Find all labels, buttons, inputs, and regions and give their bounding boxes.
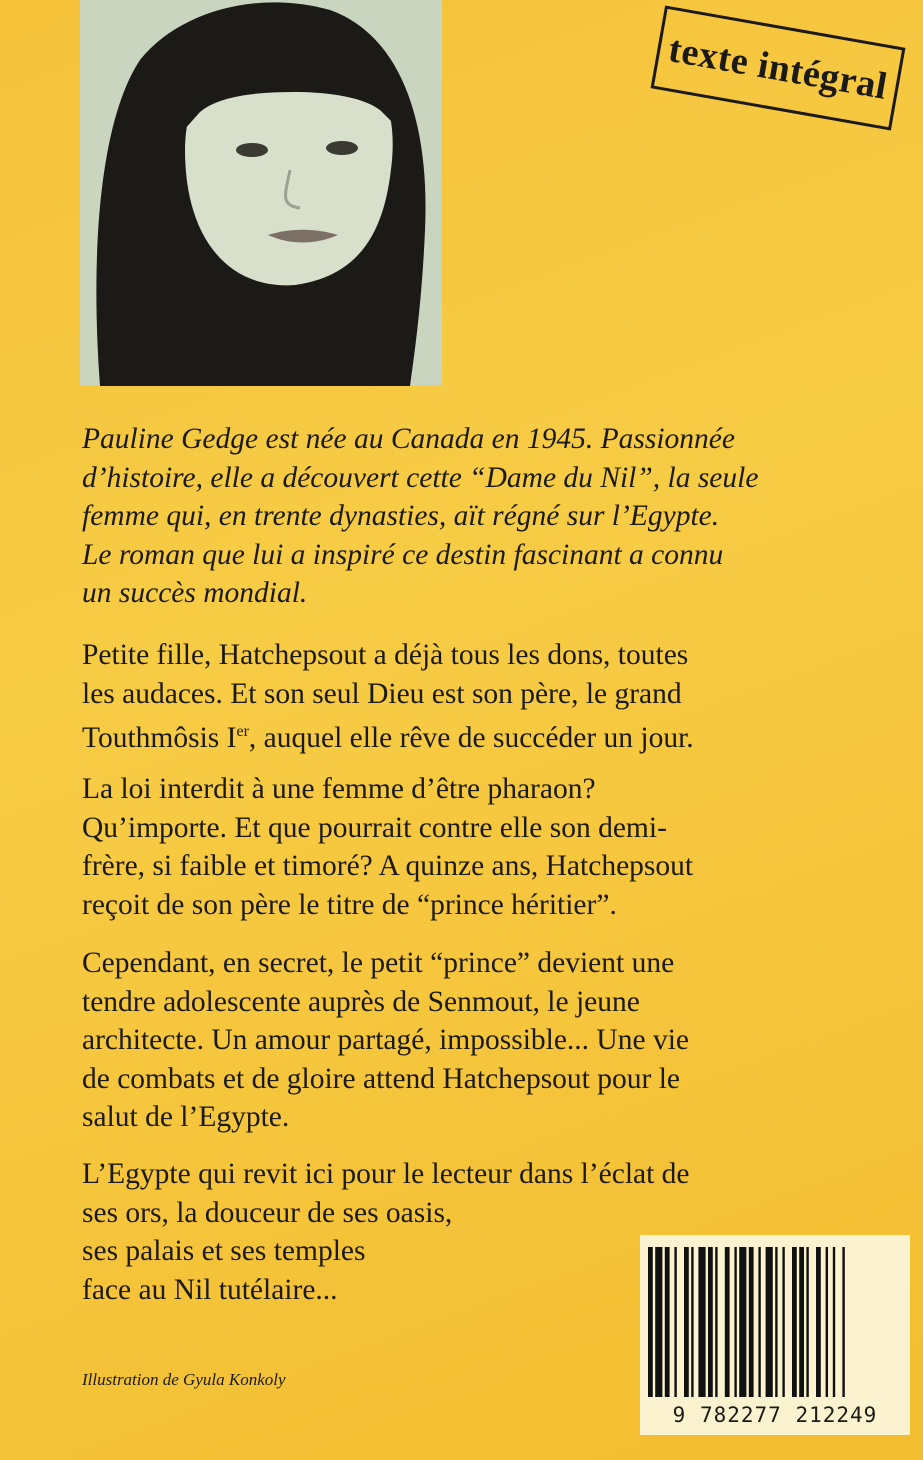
barcode-bar bbox=[833, 1247, 835, 1397]
barcode-icon bbox=[648, 1247, 902, 1397]
bio-line: Pauline Gedge est née au Canada en 1945. Passionnée bbox=[82, 423, 735, 455]
barcode-bar bbox=[816, 1247, 821, 1397]
barcode-bar bbox=[782, 1247, 784, 1397]
superscript-er: er bbox=[236, 723, 249, 740]
paragraph-line: tendre adolescente auprès de Senmout, le jeune bbox=[82, 985, 640, 1018]
paragraph-line: Touthmôsis I bbox=[82, 721, 237, 754]
paragraph-line: les audaces. Et son seul Dieu est son père, le grand bbox=[82, 677, 682, 710]
paragraph-line: de combats et de gloire attend Hatchepsout pour le bbox=[82, 1062, 680, 1095]
bio-line: d’histoire, elle a découvert cette “Dame du Nil”, la seule bbox=[82, 461, 759, 494]
barcode-bar bbox=[758, 1247, 760, 1397]
barcode-bar bbox=[708, 1247, 713, 1397]
paragraph-line: Cependant, en secret, le petit “prince” devient une bbox=[82, 947, 675, 979]
barcode-bar bbox=[655, 1247, 662, 1397]
barcode-bar bbox=[806, 1247, 808, 1397]
paragraph-line: architecte. Un amour partagé, impossible... Une vie bbox=[82, 1024, 689, 1056]
paragraph-line: ses ors, la douceur de ses oasis, bbox=[82, 1196, 453, 1229]
barcode-bar bbox=[749, 1247, 754, 1397]
barcode-digits: 9 782277 212249 bbox=[672, 1403, 878, 1427]
barcode-bar bbox=[725, 1247, 730, 1397]
paragraph-line: , auquel elle rêve de succéder un jour. bbox=[248, 721, 694, 754]
paragraph-line: La loi interdit à une femme d’être pharaon? bbox=[82, 773, 596, 805]
paragraph-line: Petite fille, Hatchepsout a déjà tous les dons, toutes bbox=[82, 639, 689, 671]
barcode-bar bbox=[799, 1247, 804, 1397]
barcode-bar bbox=[775, 1247, 777, 1397]
barcode-bar bbox=[684, 1247, 689, 1397]
barcode-bar bbox=[792, 1247, 797, 1397]
paragraph-line: salut de l’Egypte. bbox=[82, 1101, 290, 1133]
barcode-bar bbox=[715, 1247, 717, 1397]
isbn-barcode bbox=[640, 1235, 910, 1435]
paragraph-line: L’Egypte qui revit ici pour le lecteur dans l’éclat de bbox=[82, 1158, 690, 1190]
barcode-bar bbox=[698, 1247, 705, 1397]
author-photo bbox=[80, 0, 442, 386]
author-bio bbox=[82, 420, 882, 613]
barcode-bar bbox=[739, 1247, 746, 1397]
paragraph-line: reçoit de son père le titre de “prince héritier”. bbox=[82, 888, 617, 921]
author-portrait-icon bbox=[80, 0, 442, 386]
barcode-bar bbox=[842, 1247, 844, 1397]
barcode-bar bbox=[766, 1247, 773, 1397]
paragraph-line: ses palais et ses temples bbox=[82, 1235, 366, 1267]
synopsis-paragraph-2 bbox=[82, 770, 882, 924]
synopsis-paragraph-3 bbox=[82, 944, 882, 1137]
paragraph-line: Qu’importe. Et que pourrait contre elle son demi- bbox=[82, 811, 667, 844]
barcode-bar bbox=[648, 1247, 653, 1397]
barcode-bar bbox=[734, 1247, 736, 1397]
barcode-bar bbox=[691, 1247, 693, 1397]
synopsis-paragraph-1 bbox=[82, 636, 882, 757]
paragraph-line: face au Nil tutélaire... bbox=[82, 1273, 338, 1306]
barcode-bar bbox=[826, 1247, 828, 1397]
bio-line: femme qui, en trente dynasties, aït régné sur l’Egypte. bbox=[82, 500, 720, 532]
barcode-bar bbox=[665, 1247, 670, 1397]
barcode-bar bbox=[674, 1247, 676, 1397]
texte-integral-stamp bbox=[651, 5, 906, 130]
bio-line: un succès mondial. bbox=[82, 577, 308, 609]
stamp-text: texte intégral bbox=[665, 28, 891, 108]
bio-line: Le roman que lui a inspiré ce destin fascinant a connu bbox=[82, 538, 724, 571]
paragraph-line: frère, si faible et timoré? A quinze ans, Hatchepsout bbox=[82, 850, 694, 882]
illustration-credit: Illustration de Gyula Konkoly bbox=[82, 1370, 286, 1389]
